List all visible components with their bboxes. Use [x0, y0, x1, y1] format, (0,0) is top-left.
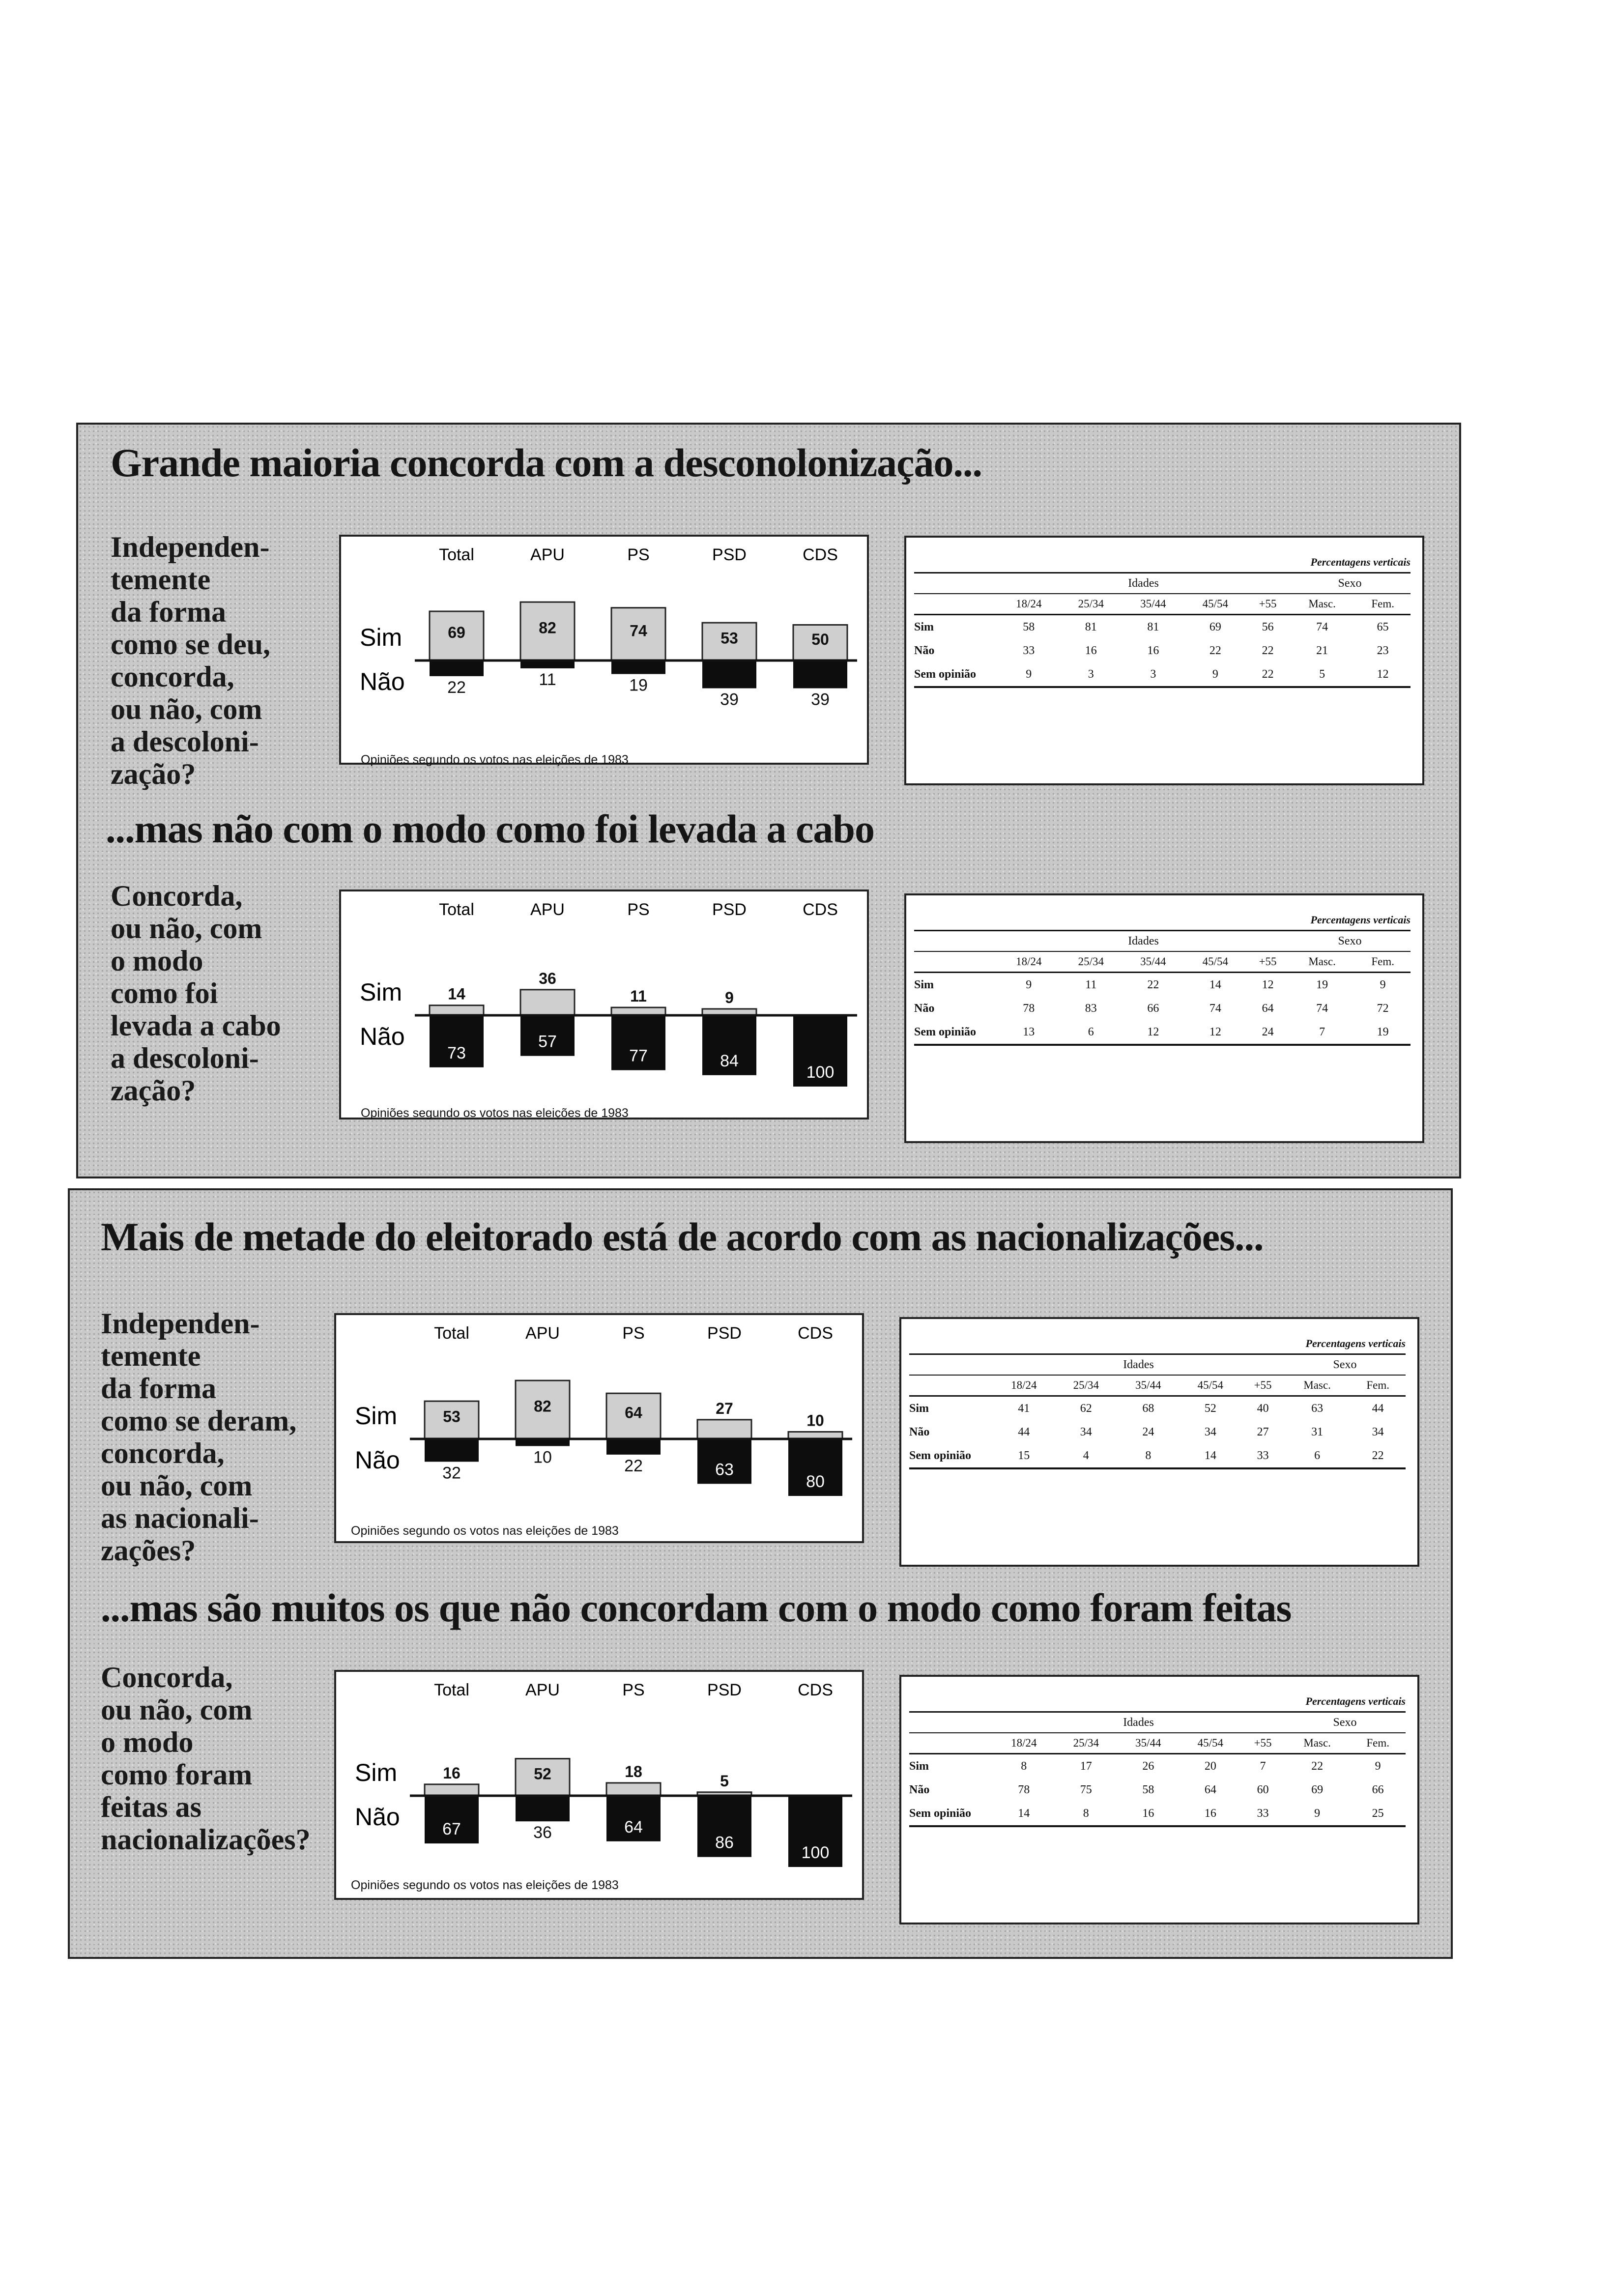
chart-3 [334, 1313, 864, 1543]
legend-sim: Sim [355, 1402, 398, 1430]
sim-value-label: 36 [539, 969, 556, 987]
bar-nao [516, 1796, 570, 1821]
chart-1 [339, 535, 869, 765]
sim-value-label: 50 [811, 630, 829, 648]
table-cell: 22 [1262, 644, 1274, 657]
nao-value-label: 32 [442, 1464, 461, 1483]
nao-value-label: 36 [533, 1823, 552, 1842]
row-label: Não [909, 1425, 930, 1438]
sim-value-label: 53 [443, 1407, 461, 1426]
bar-nao [606, 1439, 661, 1455]
table-row-nao [914, 997, 1410, 1020]
chart-4-note: Opiniões segundo os votos nas eleições de 1983 [351, 1878, 619, 1892]
columns-row [909, 1733, 1406, 1754]
nao-value-label: 11 [539, 670, 556, 689]
nao-value-label: 64 [624, 1817, 643, 1837]
table-cell: 22 [1246, 662, 1289, 687]
table-cell: 12 [1184, 1020, 1247, 1045]
table-cell: 69 [1311, 1783, 1324, 1796]
pct-row [909, 1692, 1406, 1712]
blank-cell [914, 573, 998, 594]
table-cell: 40 [1257, 1402, 1269, 1415]
sim-value-label: 16 [443, 1764, 461, 1782]
category-label: PSD [707, 1324, 742, 1343]
table-cell: 81 [1085, 620, 1097, 633]
category-label: Total [434, 1324, 469, 1343]
nao-value-label: 57 [538, 1032, 557, 1051]
chart-4 [334, 1670, 864, 1900]
nao-value-label: 86 [715, 1833, 734, 1852]
category-label: PSD [712, 900, 747, 919]
blank-cell [914, 951, 998, 973]
sim-value-label: 5 [720, 1772, 729, 1790]
table-cell: 3 [1122, 662, 1184, 687]
table-row-nao [914, 639, 1410, 662]
sim-value-label: 69 [448, 623, 465, 641]
legend-nao: Não [360, 668, 405, 695]
table-cell: 62 [1080, 1402, 1092, 1415]
table-cell: 8 [1055, 1802, 1118, 1826]
pct-label: Percentagens verticais [1310, 556, 1410, 568]
table-cell: 13 [998, 1020, 1060, 1045]
table-row-sim [914, 615, 1410, 639]
table-box-2 [904, 893, 1424, 1143]
column-header: 45/54 [1180, 1375, 1242, 1396]
bar-sim [430, 1005, 484, 1015]
nao-value-label: 22 [447, 678, 466, 697]
table-cell: 5 [1289, 662, 1355, 687]
table-cell: 78 [1018, 1783, 1030, 1796]
column-header: +55 [1241, 1375, 1284, 1396]
table-cell: 64 [1204, 1783, 1216, 1796]
headline-2: ...mas não com o modo como foi levada a cabo [106, 806, 875, 851]
sim-value-label: 10 [806, 1411, 824, 1430]
headline-3: Mais de metade do eleitorado está de acordo com as nacionalizações... [101, 1214, 1264, 1259]
column-header: 25/34 [1055, 1375, 1118, 1396]
category-label: Total [439, 900, 474, 919]
table-cell: 22 [1147, 978, 1159, 991]
table-cell: 33 [1023, 644, 1035, 657]
nao-value-label: 77 [629, 1046, 648, 1065]
table-box-1 [904, 536, 1424, 785]
category-label: PSD [712, 545, 747, 564]
chart-svg-1 [341, 537, 867, 763]
blank-cell [914, 931, 998, 952]
column-header: 25/34 [1060, 951, 1123, 973]
table-cell: 19 [1355, 1020, 1410, 1045]
chart-svg-2 [341, 891, 867, 1118]
table-cell: 74 [1316, 620, 1328, 633]
column-header: 35/44 [1117, 1375, 1180, 1396]
table-cell: 16 [1180, 1802, 1242, 1826]
row-label: Não [914, 1002, 935, 1015]
table-cell: 14 [1209, 978, 1221, 991]
table-cell: 6 [1284, 1444, 1350, 1468]
table-cell: 58 [1023, 620, 1035, 633]
table-cell: 24 [1142, 1425, 1154, 1438]
nao-value-label: 73 [447, 1043, 466, 1062]
legend-sim: Sim [360, 978, 403, 1006]
category-label: PSD [707, 1681, 742, 1699]
table-cell: 58 [1142, 1783, 1154, 1796]
table-row-nao [909, 1778, 1406, 1802]
bar-nao [430, 660, 484, 676]
table-cell: 9 [998, 662, 1060, 687]
sim-value-label: 27 [716, 1399, 733, 1417]
column-header: 25/34 [1060, 594, 1123, 615]
table-row-sim [914, 973, 1410, 997]
table-cell: 16 [1147, 644, 1159, 657]
table-cell: 34 [1080, 1425, 1092, 1438]
table-cell: 65 [1377, 620, 1389, 633]
chart-3-note: Opiniões segundo os votos nas eleições de 1983 [351, 1524, 619, 1538]
table-cell: 3 [1060, 662, 1123, 687]
chart-svg-4 [336, 1672, 862, 1898]
table-cell: 72 [1377, 1002, 1389, 1015]
pct-row [909, 1334, 1406, 1354]
nao-value-label: 80 [806, 1472, 825, 1491]
sim-value-label: 64 [625, 1404, 642, 1422]
column-header: 45/54 [1184, 951, 1247, 973]
row-label: Sim [909, 1759, 929, 1773]
table-cell: 22 [1311, 1759, 1324, 1773]
column-header: +55 [1241, 1733, 1284, 1754]
table-cell: 9 [1375, 1759, 1381, 1773]
blank-cell [909, 1354, 993, 1376]
question-1: Independen- temente da forma como se deu, concorda, ou não, com a descoloni- zação? [111, 531, 270, 790]
table-cell: 23 [1377, 644, 1389, 657]
table-cell: 56 [1262, 620, 1274, 633]
row-label: Sem opinião [909, 1444, 993, 1468]
table-3 [909, 1334, 1406, 1469]
question-2: Concorda, ou não, com o modo como foi levada a cabo a descoloni- zação? [111, 880, 281, 1107]
blank-cell [909, 1733, 993, 1754]
nao-value-label: 63 [715, 1460, 734, 1479]
row-label: Sim [909, 1402, 929, 1415]
table-cell: 34 [1372, 1425, 1384, 1438]
category-label: PS [622, 1324, 645, 1343]
table-cell: 12 [1355, 662, 1410, 687]
nao-value-label: 19 [629, 676, 648, 695]
table-cell: 19 [1316, 978, 1328, 991]
nao-value-label: 10 [533, 1448, 552, 1467]
blank-cell [909, 1712, 993, 1733]
table-row-sem [914, 662, 1410, 687]
row-label: Sim [914, 620, 934, 633]
row-label: Sem opinião [909, 1802, 993, 1826]
category-label: CDS [798, 1681, 833, 1699]
pct-label: Percentagens verticais [1305, 1337, 1406, 1349]
nao-value-label: 39 [720, 690, 739, 709]
table-cell: 8 [1021, 1759, 1027, 1773]
column-header: Masc. [1284, 1375, 1350, 1396]
group-sex: Sexo [1289, 573, 1410, 594]
group-sex: Sexo [1289, 931, 1410, 952]
column-header: +55 [1246, 594, 1289, 615]
legend-nao: Não [355, 1803, 400, 1831]
table-cell: 27 [1257, 1425, 1269, 1438]
table-cell: 25 [1350, 1802, 1406, 1826]
table-cell: 20 [1204, 1759, 1216, 1773]
table-cell: 4 [1055, 1444, 1118, 1468]
column-header: Fem. [1350, 1375, 1406, 1396]
table-cell: 14 [993, 1802, 1055, 1826]
headline-4: ...mas são muitos os que não concordam com o modo como foram feitas [101, 1585, 1292, 1630]
nao-value-label: 39 [811, 690, 830, 709]
table-cell: 41 [1018, 1402, 1030, 1415]
bar-nao [425, 1439, 479, 1462]
table-cell: 63 [1311, 1402, 1324, 1415]
category-label: APU [530, 545, 565, 564]
group-row [914, 573, 1410, 594]
table-cell: 22 [1350, 1444, 1406, 1468]
group-ages: Idades [998, 573, 1289, 594]
bar-sim [606, 1783, 661, 1796]
table-cell: 66 [1372, 1783, 1384, 1796]
category-label: Total [434, 1681, 469, 1699]
table-cell: 68 [1142, 1402, 1154, 1415]
group-row [909, 1354, 1406, 1376]
table-cell: 52 [1204, 1402, 1216, 1415]
category-label: Total [439, 545, 474, 564]
category-label: CDS [803, 900, 838, 919]
bar-sim [520, 990, 575, 1015]
group-ages: Idades [998, 931, 1289, 952]
table-cell: 9 [1026, 978, 1032, 991]
group-row [909, 1712, 1406, 1733]
table-cell: 44 [1372, 1402, 1384, 1415]
blank-cell [914, 594, 998, 615]
columns-row [914, 951, 1410, 973]
nao-value-label: 100 [801, 1843, 830, 1862]
pct-label: Percentagens verticais [1310, 914, 1410, 926]
table-cell: 7 [1289, 1020, 1355, 1045]
table-cell: 8 [1117, 1444, 1180, 1468]
blank-cell [909, 1375, 993, 1396]
table-cell: 64 [1262, 1002, 1274, 1015]
table-cell: 6 [1060, 1020, 1123, 1045]
row-label: Sem opinião [914, 1020, 998, 1045]
table-cell: 24 [1246, 1020, 1289, 1045]
column-header: 35/44 [1122, 951, 1184, 973]
legend-sim: Sim [355, 1759, 398, 1786]
nao-value-label: 67 [442, 1820, 461, 1839]
bar-nao [611, 660, 665, 674]
pct-row [914, 552, 1410, 573]
chart-2-note: Opiniões segundo os votos nas eleições de 1983 [361, 1106, 629, 1120]
table-cell: 7 [1260, 1759, 1266, 1773]
column-header: 18/24 [998, 594, 1060, 615]
table-cell: 12 [1122, 1020, 1184, 1045]
group-ages: Idades [993, 1354, 1284, 1376]
column-header: +55 [1246, 951, 1289, 973]
chart-2 [339, 890, 869, 1119]
chart-1-note: Opiniões segundo os votos nas eleições de 1983 [361, 753, 629, 767]
table-cell: 34 [1204, 1425, 1216, 1438]
table-row-sem [909, 1444, 1406, 1468]
table-cell: 69 [1209, 620, 1221, 633]
table-cell: 15 [993, 1444, 1055, 1468]
table-cell: 66 [1147, 1002, 1159, 1015]
table-row-sem [909, 1802, 1406, 1826]
table-cell: 14 [1180, 1444, 1242, 1468]
table-cell: 9 [1284, 1802, 1350, 1826]
table-cell: 9 [1184, 662, 1247, 687]
group-sex: Sexo [1284, 1354, 1406, 1376]
table-cell: 22 [1209, 644, 1221, 657]
row-label: Sim [914, 978, 934, 991]
sim-value-label: 11 [630, 987, 647, 1005]
sim-value-label: 74 [630, 622, 647, 640]
group-ages: Idades [993, 1712, 1284, 1733]
column-header: Fem. [1350, 1733, 1406, 1754]
table-1 [914, 552, 1410, 688]
table-row-nao [909, 1420, 1406, 1444]
column-header: 25/34 [1055, 1733, 1118, 1754]
headline-1: Grande maioria concorda com a desconolonização... [111, 440, 982, 485]
sim-value-label: 52 [534, 1765, 551, 1783]
category-label: PS [627, 900, 650, 919]
table-cell: 60 [1257, 1783, 1269, 1796]
table-cell: 44 [1018, 1425, 1030, 1438]
table-cell: 74 [1316, 1002, 1328, 1015]
category-label: APU [525, 1324, 560, 1343]
pct-row [914, 910, 1410, 931]
table-cell: 11 [1085, 978, 1097, 991]
legend-nao: Não [355, 1446, 400, 1474]
category-label: PS [627, 545, 650, 564]
group-sex: Sexo [1284, 1712, 1406, 1733]
row-label: Não [914, 644, 935, 657]
column-header: 18/24 [993, 1375, 1055, 1396]
category-label: PS [622, 1681, 645, 1699]
column-header: 45/54 [1180, 1733, 1242, 1754]
column-header: 35/44 [1117, 1733, 1180, 1754]
table-cell: 81 [1147, 620, 1159, 633]
table-box-4 [899, 1675, 1419, 1924]
sim-value-label: 82 [534, 1397, 551, 1415]
table-row-sem [914, 1020, 1410, 1045]
table-cell: 74 [1209, 1002, 1221, 1015]
column-header: 18/24 [998, 951, 1060, 973]
column-header: Masc. [1289, 951, 1355, 973]
sim-value-label: 82 [539, 619, 556, 637]
category-label: CDS [798, 1324, 833, 1343]
table-cell: 9 [1380, 978, 1386, 991]
table-cell: 31 [1311, 1425, 1324, 1438]
column-header: 18/24 [993, 1733, 1055, 1754]
table-cell: 83 [1085, 1002, 1097, 1015]
table-2 [914, 910, 1410, 1046]
column-header: Masc. [1289, 594, 1355, 615]
sim-value-label: 9 [725, 988, 734, 1006]
bar-nao [793, 660, 847, 689]
table-cell: 16 [1117, 1802, 1180, 1826]
column-header: Fem. [1355, 951, 1410, 973]
row-label: Sem opinião [914, 662, 998, 687]
row-label: Não [909, 1783, 930, 1796]
bar-nao [702, 660, 756, 689]
table-4 [909, 1692, 1406, 1827]
category-label: APU [525, 1681, 560, 1699]
legend-sim: Sim [360, 624, 403, 651]
table-cell: 26 [1142, 1759, 1154, 1773]
table-cell: 33 [1241, 1802, 1284, 1826]
column-header: 45/54 [1184, 594, 1247, 615]
table-cell: 75 [1080, 1783, 1092, 1796]
table-cell: 78 [1023, 1002, 1035, 1015]
nao-value-label: 84 [720, 1051, 739, 1070]
table-cell: 17 [1080, 1759, 1092, 1773]
table-row-sim [909, 1754, 1406, 1779]
table-cell: 16 [1085, 644, 1097, 657]
table-cell: 21 [1316, 644, 1328, 657]
columns-row [909, 1375, 1406, 1396]
category-label: APU [530, 900, 565, 919]
table-cell: 33 [1241, 1444, 1284, 1468]
group-row [914, 931, 1410, 952]
table-row-sim [909, 1396, 1406, 1421]
bar-sim [425, 1784, 479, 1796]
pct-label: Percentagens verticais [1305, 1695, 1406, 1707]
question-4: Concorda, ou não, com o modo como foram feitas as nacionalizações? [101, 1661, 311, 1856]
column-header: 35/44 [1122, 594, 1184, 615]
table-cell: 12 [1262, 978, 1274, 991]
question-3: Independen- temente da forma como se deram, concorda, ou não, com as nacionali- zações? [101, 1307, 297, 1567]
nao-value-label: 22 [624, 1456, 643, 1475]
legend-nao: Não [360, 1023, 405, 1050]
column-header: Fem. [1355, 594, 1410, 615]
columns-row [914, 594, 1410, 615]
sim-value-label: 53 [720, 629, 738, 647]
category-label: CDS [803, 545, 838, 564]
sim-value-label: 18 [625, 1762, 642, 1780]
nao-value-label: 100 [806, 1063, 835, 1082]
sim-value-label: 14 [448, 985, 465, 1003]
bar-sim [697, 1420, 751, 1439]
table-box-3 [899, 1317, 1419, 1567]
chart-svg-3 [336, 1315, 862, 1541]
column-header: Masc. [1284, 1733, 1350, 1754]
